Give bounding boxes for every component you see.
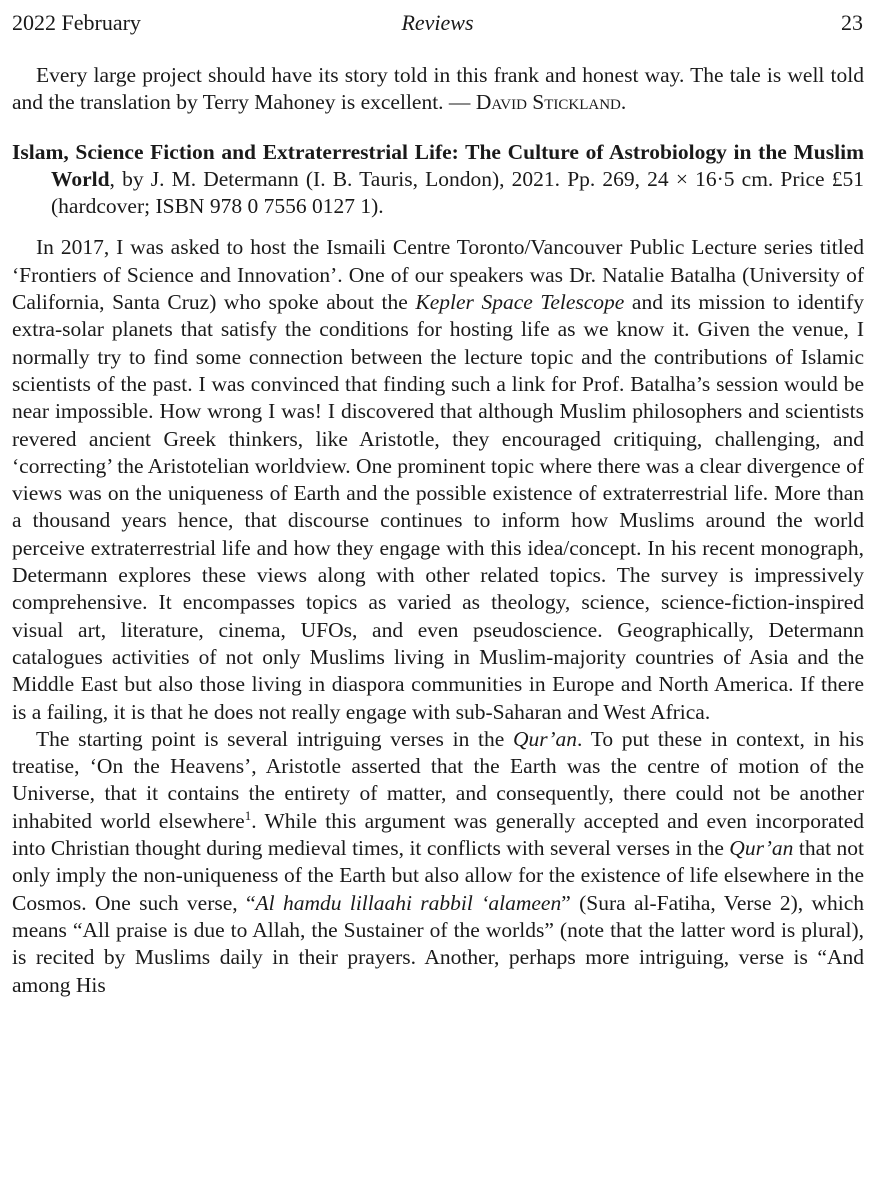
running-head [12, 8, 863, 38]
p2-text-c: . While this argument was generally accepted and even incorporated into Christian thought during medieval times, it conflicts with several verses in the [12, 808, 864, 861]
p1-telescope-title: Kepler Space Telescope [415, 290, 625, 315]
page-body [12, 62, 864, 999]
p2-text-d: that not only imply the non-uniqueness of the Earth but also allow for the existence of life elsewhere in the Cosmos. One such verse, “ [12, 836, 864, 915]
header-section: Reviews [401, 10, 474, 35]
book-details: , by J. M. Determann (I. B. Tauris, London), 2021. Pp. 269, 24 × 16·5 cm. Price £51 (hardcover; ISBN 978 0 7556 0127 1). [51, 166, 864, 219]
p2-text-a: The starting point is several intriguing verses in the [36, 726, 513, 751]
p2-text-b: . To put these in context, in his treatise, ‘On the Heavens’, Aristotle asserted that the Earth was the centre of motion of the Universe, that it contains the entirety of matter, and consequently, there could not be another inhabited world elsewhere [12, 726, 864, 833]
p2-arabic-verse: Al hamdu lillaahi rabbil ‘alameen [255, 890, 562, 915]
previous-review-ending [12, 62, 864, 117]
book-title: Islam, Science Fiction and Extraterrestrial Life: The Culture of Astrobiology in the Muslim World [12, 139, 864, 191]
footnote-marker[interactable]: 1 [244, 807, 252, 823]
p2-quran-2: Qur’an [729, 836, 794, 861]
review-paragraph-2 [12, 726, 864, 999]
header-date: 2022 February [12, 10, 141, 35]
book-citation [12, 139, 864, 221]
p2-quran-1: Qur’an [512, 726, 578, 751]
p2-text-e: ” (Sura al-Fatiha, Verse 2), which means “All praise is due to Allah, the Sustainer of the worlds” (note that the latter word is plural), is recited by Muslims daily in their prayers. Another, perhaps more intriguing, verse is “And among His [12, 890, 865, 997]
previous-review-text: Every large project should have its story told in this frank and honest way. The tale is well told and the translation by Terry Mahoney is excellent. — [12, 63, 864, 115]
page-number: 23 [841, 10, 863, 35]
p1-text-a: In 2017, I was asked to host the Ismaili Centre Toronto/Vancouver Public Lecture series titled ‘Frontiers of Science and Innovation’. One of our speakers was Dr. Natalie Batalha (University of California, Santa Cruz) who spoke about the [12, 235, 864, 315]
p1-text-b: and its mission to identify extra-solar planets that satisfy the conditions for hosting life as we know it. Given the venue, I normally try to find some connection between the lecture topic and the contributions of Islamic scientists of the past. I was convinced that finding such a link for Prof. Batalha’s session would be near impossible. How wrong I was! I discovered that although Muslim philosophers and scientists revered ancient Greek thinkers, like Aristotle, they encouraged critiquing, challenging, and ‘correcting’ the Aristotelian worldview. One prominent topic where there was a clear divergence of views was on the uniqueness of Earth and the possible existence of extraterrestrial life. More than a thousand years hence, that discourse continues to inform how Muslims around the world perceive extraterrestrial life and how they engage with this idea/concept. In his recent monograph, Determann explores these views along with other related topics. The survey is impressively comprehensive. It encompasses topics as varied as theology, science, science-fiction-inspired visual art, literature, cinema, UFOs, and even pseudoscience. Geographically, Determann catalogues activities of not only Muslims living in Muslim-majority countries of Asia and the Middle East but also those living in diaspora communities in Europe and North America. If there is a failing, it is that he does not really engage with sub-Saharan and West Africa. [12, 290, 865, 724]
review-paragraph-1 [12, 234, 864, 725]
reviewer-name: David Stickland. [475, 90, 627, 115]
